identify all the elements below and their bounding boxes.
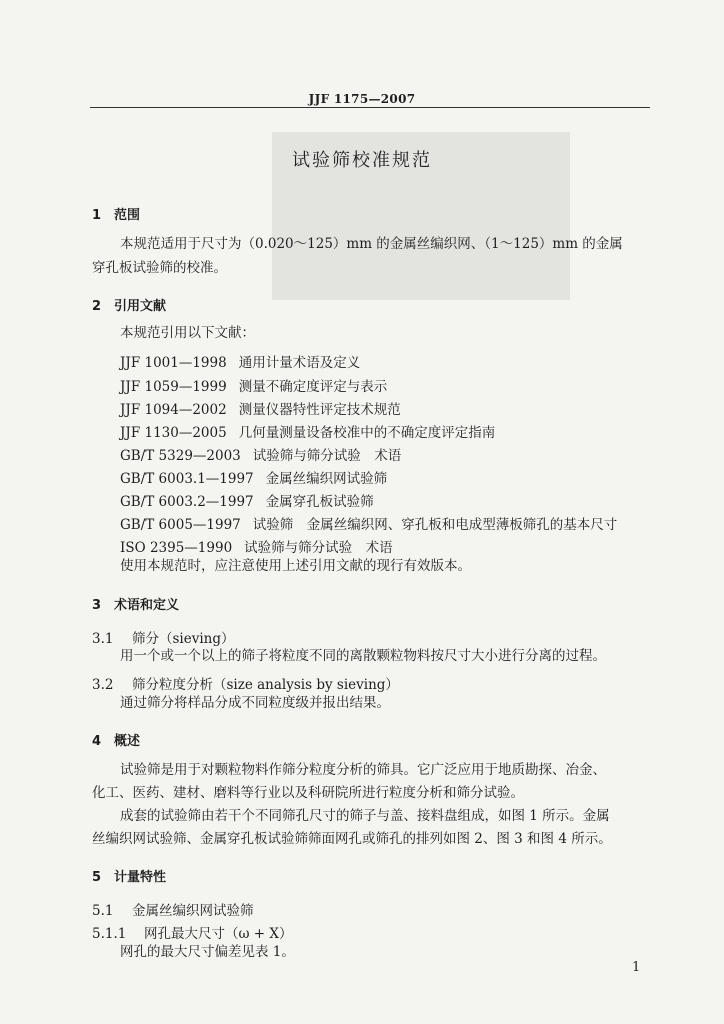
section-1-heading: 1 范围 xyxy=(92,208,141,223)
section-5-paragraph: 网孔的最大尺寸偏差见表 1。 xyxy=(120,944,295,960)
section-5-heading: 5 计量特性 xyxy=(92,870,167,885)
reference-item: JJF 1130—2005 几何量测量设备校准中的不确定度评定指南 xyxy=(120,425,496,441)
reference-item: GB/T 6005—1997 试验筛 金属丝编织网、穿孔板和电成型薄板筛孔的基本尺寸 xyxy=(120,517,618,533)
section-4-paragraph-2-line-1: 成套的试验筛由若干个不同筛孔尺寸的筛子与盖、接料盘组成，如图 1 所示。金属 xyxy=(120,808,610,824)
section-2-heading: 2 引用文献 xyxy=(92,299,167,314)
subsection-5-1: 5.1 金属丝编织网试验筛 xyxy=(92,903,254,919)
page-number: 1 xyxy=(632,960,641,975)
section-4-paragraph-2-line-2: 丝编织网试验筛、金属穿孔板试验筛筛面网孔或筛孔的排列如图 2、图 3 和图 4 所示。 xyxy=(92,831,612,847)
subsection-5-1-1: 5.1.1 网孔最大尺寸（ω + X） xyxy=(92,926,293,942)
reference-item: JJF 1094—2002 测量仪器特性评定技术规范 xyxy=(120,402,401,418)
section-1-paragraph-line-1: 本规范适用于尺寸为（0.020～125）mm 的金属丝编织网、（1～125）mm 的金属 xyxy=(120,236,623,252)
term-3-1-heading: 3.1 筛分（sieving） xyxy=(92,631,235,647)
document-header: JJF 1175—2007 xyxy=(308,92,416,106)
section-1-paragraph-line-2: 穿孔板试验筛的校准。 xyxy=(92,260,227,276)
section-4-heading: 4 概述 xyxy=(92,734,141,749)
term-3-2-definition: 通过筛分将样品分成不同粒度级并报出结果。 xyxy=(120,695,390,711)
reference-item: GB/T 6003.1—1997 金属丝编织网试验筛 xyxy=(120,471,388,487)
section-4-paragraph-1-line-1: 试验筛是用于对颗粒物料作筛分粒度分析的筛具。它广泛应用于地质勘探、冶金、 xyxy=(120,762,606,778)
section-3-heading: 3 术语和定义 xyxy=(92,598,180,613)
reference-item: ISO 2395—1990 试验筛与筛分试验 术语 xyxy=(120,540,393,556)
term-3-2-heading: 3.2 筛分粒度分析（size analysis by sieving） xyxy=(92,677,399,693)
section-4-paragraph-1-line-2: 化工、医药、建材、磨料等行业以及科研院所进行粒度分析和筛分试验。 xyxy=(92,785,524,801)
term-3-1-definition: 用一个或一个以上的筛子将粒度不同的离散颗粒物料按尺寸大小进行分离的过程。 xyxy=(120,648,606,664)
reference-item: GB/T 6003.2—1997 金属穿孔板试验筛 xyxy=(120,494,374,510)
page-title: 试验筛校准规范 xyxy=(292,150,432,171)
section-2-outro: 使用本规范时，应注意使用上述引用文献的现行有效版本。 xyxy=(120,558,471,574)
reference-item: JJF 1059—1999 测量不确定度评定与表示 xyxy=(120,379,388,395)
section-2-intro: 本规范引用以下文献： xyxy=(120,325,255,341)
header-rule xyxy=(90,107,650,108)
reference-item: GB/T 5329—2003 试验筛与筛分试验 术语 xyxy=(120,448,402,464)
reference-item: JJF 1001—1998 通用计量术语及定义 xyxy=(120,355,361,371)
